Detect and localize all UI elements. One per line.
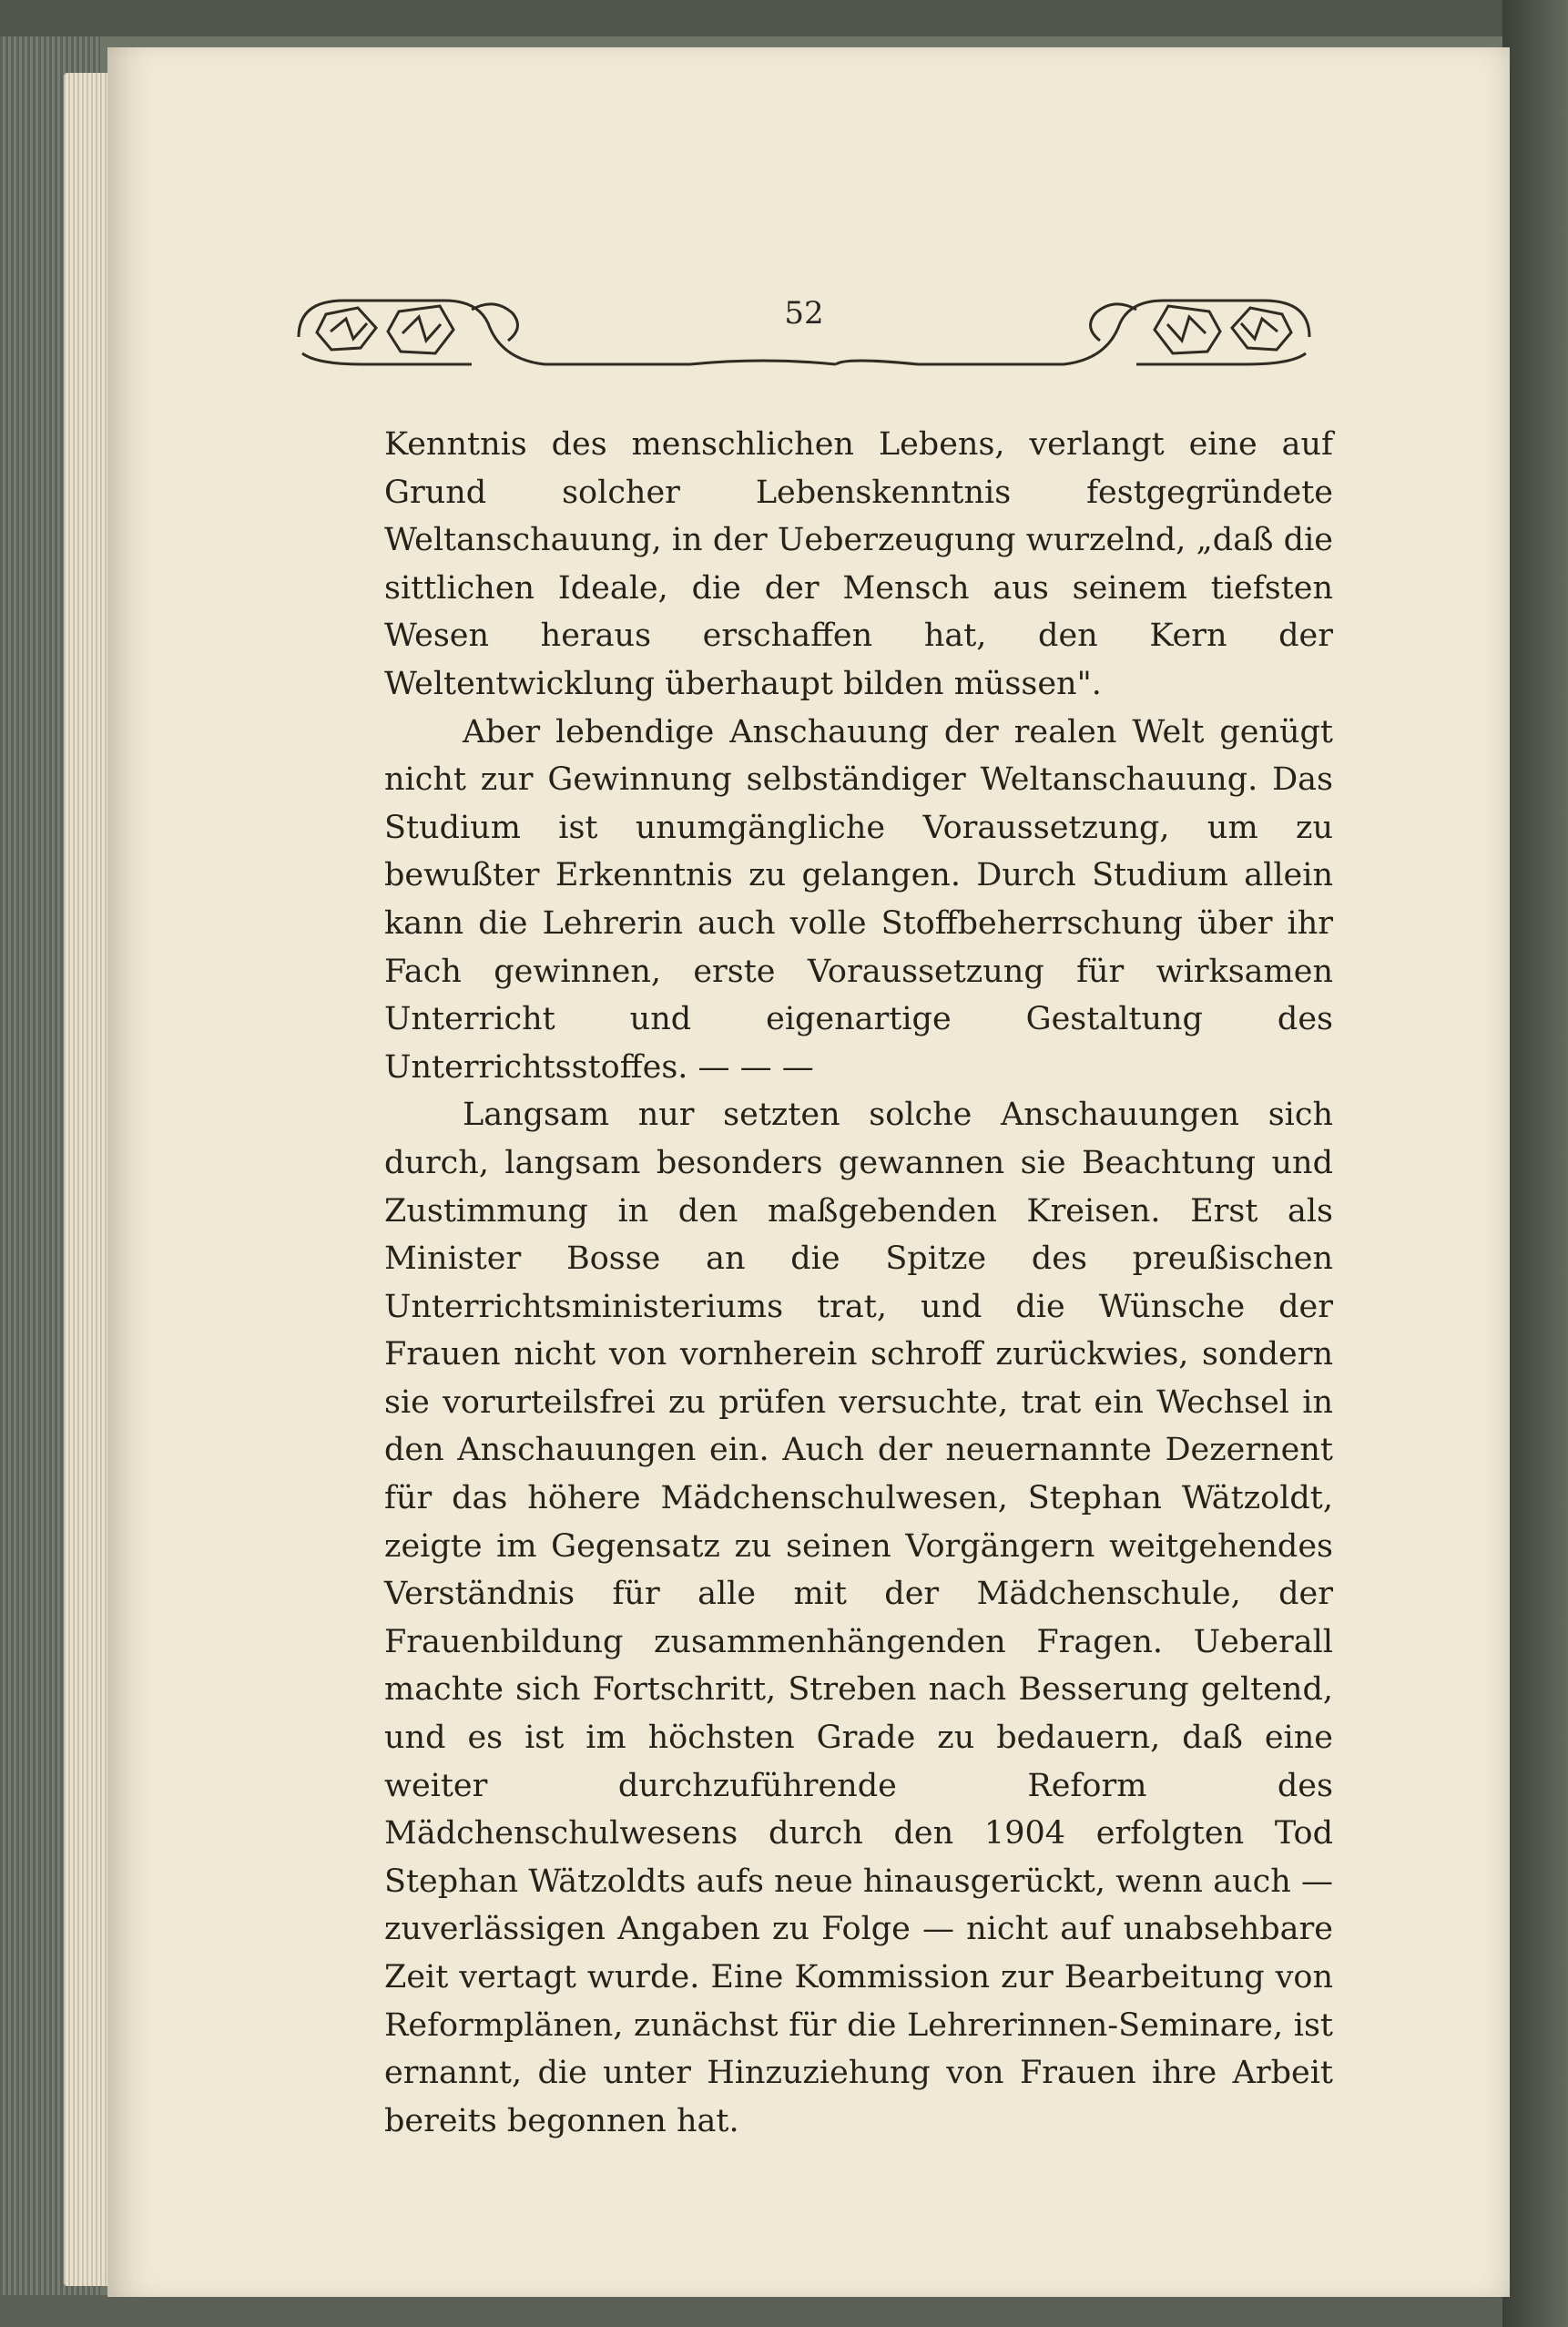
book-cover-right xyxy=(1502,0,1568,2327)
ivy-leaf-vignette-icon xyxy=(290,273,1319,392)
book-cover-bottom xyxy=(0,2295,1568,2327)
page-header xyxy=(290,273,1319,392)
paragraph-2: Aber lebendige Anschauung der realen Welt genügt nicht zur Gewinnung selbständiger Weltanschauung. Das Studium ist unumgängliche Voraussetzung, um zu bewußter Erkenntnis zu gelangen. Durch Studium allein kann die Lehrerin auch volle Stoffbeherrschung über ihr Fach gewinnen, erste Voraussetzung für wirksamen Unterricht und eigenartige Gestaltung des Unterrichtsstoffes. — — — xyxy=(384,713,1333,1086)
body-text xyxy=(384,421,1333,2145)
paragraph-1: Kenntnis des menschlichen Lebens, verlangt eine auf Grund solcher Lebenskenntnis festgegründete Weltanschauung, in der Ueberzeugung wurzelnd, „daß die sittlichen Ideale, die der Mensch aus seinem tiefsten Wesen heraus erschaffen hat, den Kern der Weltentwicklung überhaupt bilden müssen". xyxy=(384,426,1333,702)
paragraph-3: Langsam nur setzten solche Anschauungen sich durch, langsam besonders gewannen sie Beachtung und Zustimmung in den maßgebenden Kreisen. Erst als Minister Bosse an die Spitze des preußischen Unterrichtsministeriums trat, und die Wünsche der Frauen nicht von vornherein schroff zurückwies, sondern sie vorurteilsfrei zu prüfen versuchte, trat ein Wechsel in den Anschauungen ein. Auch der neuernannte Dezernent für das höhere Mädchenschulwesen, Stephan Wätzoldt, zeigte im Gegensatz zu seinen Vorgängern weitgehendes Verständnis für alle mit der Mädchenschule, der Frauenbildung zusammenhängenden Fragen. Ueberall machte sich Fortschritt, Streben nach Besserung geltend, und es ist im höchsten Grade zu bedauern, daß eine weiter durchzuführende Reform des Mädchenschulwesens durch den 1904 erfolgten Tod Stephan Wätzoldts aufs neue hinausgerückt, wenn auch — zuverlässigen Angaben zu Folge — nicht auf unabsehbare Zeit vertagt wurde. Eine Kommission zur Bearbeitung von Reformplänen, zunächst für die Lehrerinnen-Seminare, ist ernannt, die unter Hinzuziehung von Frauen ihre Arbeit bereits begonnen hat. xyxy=(384,1097,1333,2139)
book-cover-top xyxy=(0,0,1568,36)
page-number: 52 xyxy=(784,295,824,332)
